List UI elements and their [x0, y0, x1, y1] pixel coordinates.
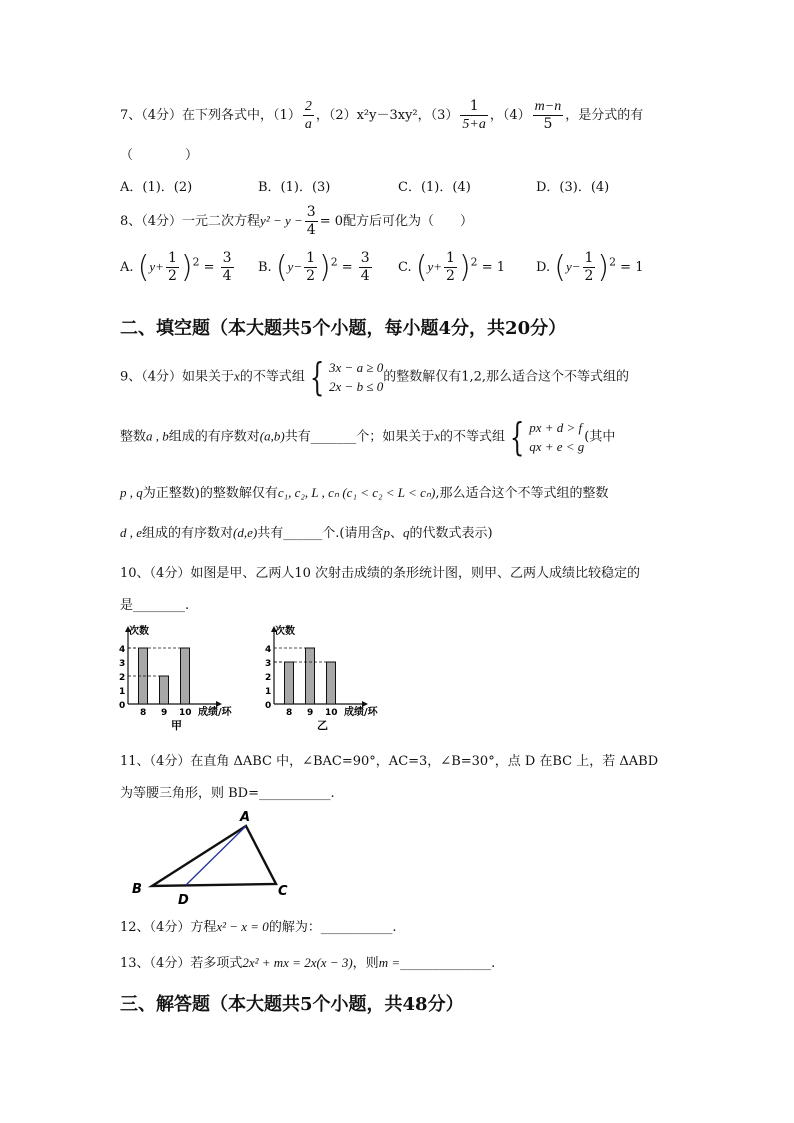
q8-option-a: A. (y+ $\frac{1}{2}$ )$^2$ = $\frac{3}{4}$: [120, 250, 232, 285]
q7-option-d: D．(3)．(4): [536, 180, 610, 195]
q8-fraction: $\frac{3}{4}$: [306, 204, 316, 238]
q9-line2: 整数a , b组成的有序数对(a,b)共有_______个；如果关于x的不等式组 { px + d > f qx + e < g (其中: [120, 415, 616, 459]
q7-option-c: C．(1)．(4): [398, 180, 471, 195]
bar: [160, 676, 169, 704]
q8-line1: 8、（4分）一元二次方程y² − y − $\frac{3}{4}$ = 0配方后可化为（ ）: [120, 204, 474, 238]
x-tick-label: 10: [179, 708, 192, 718]
q9-line1: 9、（4分）如果关于x的不等式组 { 3x − a ≥ 0 2x − b ≤ 0 的整数解仅有1,2,那么适合这个不等式组的: [120, 355, 630, 399]
y-tick-label: 0: [265, 701, 272, 711]
y-tick-label: 4: [119, 645, 126, 655]
q11-line1: 11、（4分）在直角 ΔABC 中，∠BAC=90°，AC=3，∠B=30°，点 D 在BC 上，若 ΔABD: [120, 754, 659, 769]
q7-fraction-1: $\frac{2}{a}$: [304, 99, 312, 132]
y-tick-label: 2: [265, 673, 272, 683]
y-tick-label: 3: [265, 659, 272, 669]
x-tick-label: 9: [161, 708, 168, 718]
q11-triangle-figure: [118, 808, 308, 908]
x-axis-label: 成绩/环: [344, 707, 378, 718]
x-tick-label: 8: [286, 708, 293, 718]
label-c: C: [278, 884, 288, 899]
q10-bar-charts: [116, 624, 416, 734]
chart-title: 甲: [171, 719, 182, 732]
x-axis-label: 成绩/环: [198, 707, 232, 718]
section-heading-solutions: 三、解答题（本大题共5个小题，共48分）: [120, 994, 464, 1015]
q8-option-d: D. (y− $\frac{1}{2}$ )$^2$ = 1: [536, 250, 644, 285]
label-a: A: [240, 810, 251, 825]
q9-line3: p , q为正整数)的整数解仅有c₁, c₂, L , cₙ (c₁ < c₂ < L < cₙ),那么适合这个不等式组的整数: [120, 485, 609, 501]
bar: [285, 662, 294, 704]
section-heading-fill-blank: 二、填空题（本大题共5个小题，每小题4分，共20分）: [120, 318, 567, 339]
q7-answer-paren: （ ）: [120, 148, 199, 163]
y-tick-label: 0: [119, 701, 126, 711]
q8-option-b: B. (y− $\frac{1}{2}$ )$^2$ = $\frac{3}{4}$: [258, 250, 370, 285]
x-tick-label: 8: [140, 708, 147, 718]
bar: [306, 648, 315, 704]
y-axis-label: 次数: [275, 626, 295, 637]
chart-title: 乙: [317, 719, 328, 732]
q12-line: 12、（4分）方程x² − x = 0的解为：___________.: [120, 919, 397, 935]
q7-option-b: B．(1)．(3): [258, 180, 331, 195]
y-axis-label: 次数: [129, 626, 149, 637]
q10-line2: 是________.: [120, 598, 190, 613]
chart-jia: [119, 624, 233, 732]
q7-fraction-4: $\frac{m-n}{5}$: [534, 99, 562, 132]
q7-fraction-3: $\frac{1}{5+a}$: [462, 98, 486, 132]
q8-option-c: C. (y+ $\frac{1}{2}$ )$^2$ = 1: [398, 250, 505, 285]
y-tick-label: 4: [265, 645, 272, 655]
y-tick-label: 1: [119, 687, 126, 697]
label-d: D: [178, 893, 189, 908]
y-tick-label: 1: [265, 687, 272, 697]
y-tick-label: 2: [119, 673, 126, 683]
q7-option-a: A．(1)．(2): [120, 180, 193, 195]
chart-yi: [265, 624, 379, 732]
q11-line2: 为等腰三角形，则 BD=___________.: [120, 786, 335, 801]
x-tick-label: 9: [307, 708, 314, 718]
triangle-abc: [152, 826, 276, 886]
q10-line1: 10、（4分）如图是甲、乙两人10 次射击成绩的条形统计图，则甲、乙两人成绩比较稳定的: [120, 566, 640, 581]
q13-line: 13、（4分）若多项式2x² + mx = 2x(x − 3)，则m =______________.: [120, 955, 496, 971]
q7-line1: 7、（4分）在下列各式中，（1） $\frac{2}{a}$ ，（2）x²y－3xy²，（3） $\frac{1}{5+a}$ ，（4） $\frac{m-n}{5}$ ，是分式的有: [120, 98, 644, 132]
bar: [327, 662, 336, 704]
x-tick-label: 10: [325, 708, 338, 718]
label-b: B: [132, 882, 142, 897]
q9-line4: d , e组成的有序数对(d,e)共有______个.(请用含p、q的代数式表示): [120, 525, 493, 541]
y-tick-label: 3: [119, 659, 126, 669]
bar: [181, 648, 190, 704]
segment-ad: [186, 826, 246, 885]
